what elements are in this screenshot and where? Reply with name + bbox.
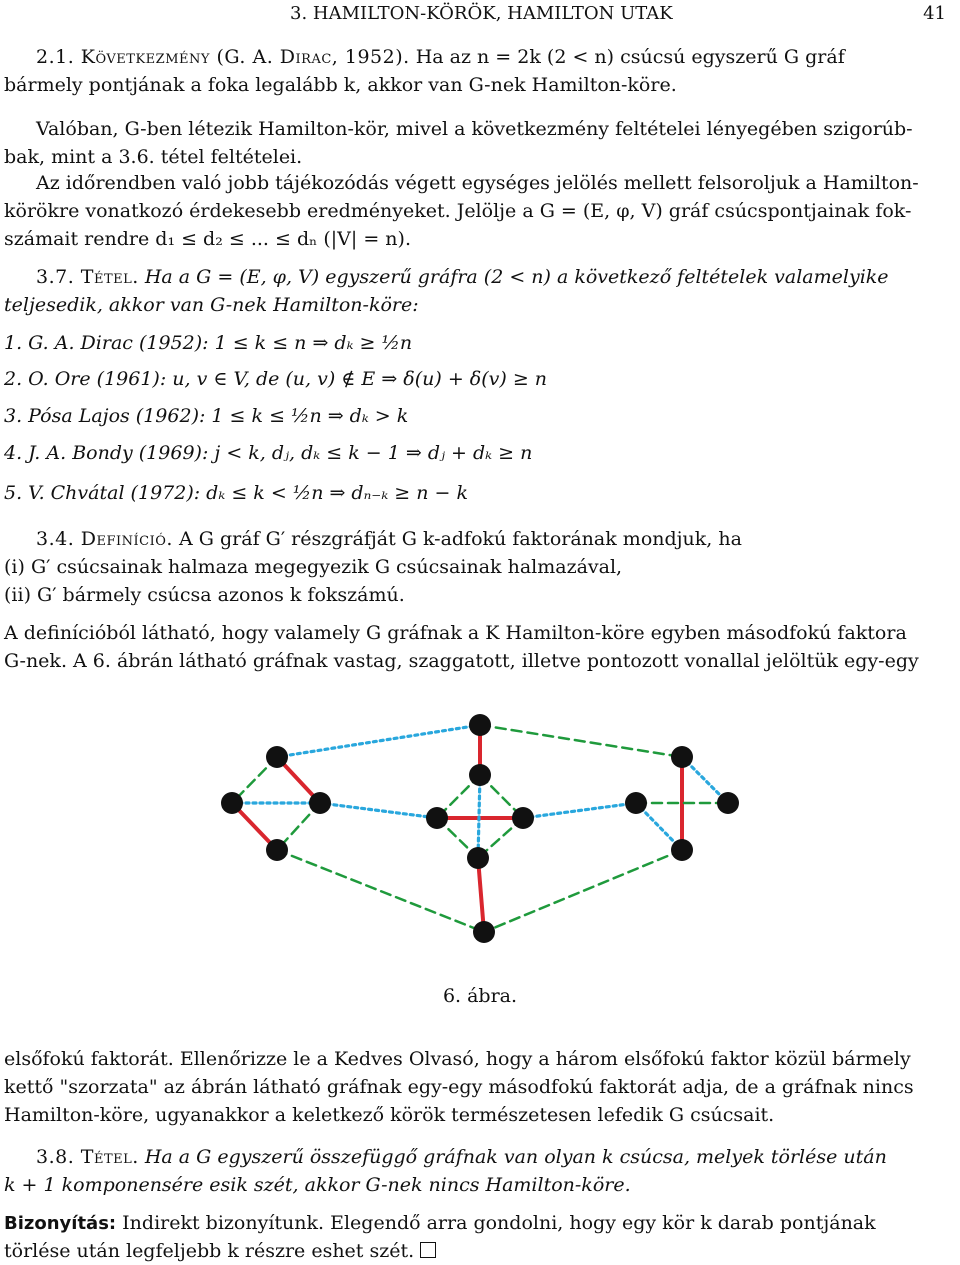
- condition-3: 3. Pósa Lajos (1962): 1 ≤ k ≤ ½n ⇒ dₖ > k: [4, 405, 409, 427]
- after-paragraph-line-3: Hamilton-köre, ugyanakkor a keletkező körök természetesen lefedik G csúcsait.: [4, 1104, 775, 1126]
- definition-34-line-3: (ii) G′ bármely csúcsa azonos k fokszámú.: [4, 584, 405, 606]
- theorem-37-text-1: Ha a G = (E, φ, V) egyszerű gráfra (2 < n) a következő feltételek valamelyike: [144, 266, 889, 288]
- vertex-c5: [467, 847, 489, 869]
- edge-solid-c5-c6: [478, 858, 484, 932]
- edge-dotted-c1-l1: [277, 725, 480, 757]
- intro-line-2: bak, mint a 3.6. tétel feltételei.: [4, 146, 303, 168]
- proof-label: Bizonyítás:: [4, 1213, 117, 1234]
- intro-line-4: körökre vonatkozó érdekesebb eredményeket. Jelölje a G = (E, φ, V) gráf csúcspontjainak fok-: [4, 200, 912, 222]
- vertex-r1: [671, 746, 693, 768]
- definition-34-label: 3.4. Definíció.: [36, 528, 173, 550]
- intro-line-5: számait rendre d₁ ≤ d₂ ≤ ... ≤ dₙ (|V| = n).: [4, 228, 411, 250]
- vertex-l4: [266, 839, 288, 861]
- vertex-c1: [469, 714, 491, 736]
- edge-dotted-c4-r2: [523, 803, 636, 818]
- figure-paragraph-line-2: G-nek. A 6. ábrán látható gráfnak vastag, szaggatott, illetve pontozott vonallal jelöltük egy-egy: [4, 650, 919, 672]
- vertex-l1: [266, 746, 288, 768]
- vertex-c6: [473, 921, 495, 943]
- proof-line-1: [4, 1210, 956, 1237]
- vertex-l3: [309, 792, 331, 814]
- figure-caption: 6. ábra.: [442, 985, 518, 1007]
- vertex-c3: [426, 807, 448, 829]
- vertex-l2: [221, 792, 243, 814]
- theorem-38-text-1: Ha a G egyszerű összefüggő gráfnak van olyan k csúcsa, melyek törlése után: [144, 1146, 887, 1168]
- condition-5: 5. V. Chvátal (1972): dₖ ≤ k < ½n ⇒ dₙ₋ₖ ≥ n − k: [4, 482, 469, 504]
- corollary-line-2: bármely pontjának a foka legalább k, akkor van G-nek Hamilton-köre.: [4, 74, 677, 96]
- intro-line-3: Az időrendben való jobb tájékozódás végett egységes jelölés mellett felsoroljuk a Hamilton-: [36, 172, 919, 194]
- corollary-label: 2.1. Következmény (G. A. Dirac, 1952).: [36, 46, 410, 68]
- corollary-text-1: Ha az n = 2k (2 < n) csúcsú egyszerű G gráf: [415, 46, 845, 68]
- definition-34-text-1: A G gráf G′ részgráfját G k-adfokú faktorának mondjuk, ha: [179, 528, 742, 550]
- edge-dashed-r4-c6: [484, 850, 682, 932]
- page-number: 41: [923, 3, 946, 24]
- definition-34-line-2: (i) G′ csúcsainak halmaza megegyezik G csúcsainak halmazával,: [4, 556, 623, 578]
- proof-text-2: törlése után legfeljebb k részre eshet szét.: [4, 1240, 415, 1262]
- edge-dotted-c2-c5: [478, 775, 480, 858]
- edge-dotted-l3-c3: [320, 803, 437, 818]
- vertex-c4: [512, 807, 534, 829]
- proof-text-1: Indirekt bizonyítunk. Elegendő arra gondolni, hogy egy kör k darab pontjának: [122, 1212, 876, 1234]
- theorem-38-line-2: k + 1 komponensére esik szét, akkor G-nek nincs Hamilton-köre.: [4, 1174, 631, 1196]
- vertex-c2: [469, 764, 491, 786]
- theorem-38-line-1: [36, 1144, 956, 1170]
- intro-line-1: Valóban, G-ben létezik Hamilton-kör, mivel a következmény feltételei lényegében szigorúb-: [36, 118, 913, 140]
- after-paragraph-line-2: kettő "szorzata" az ábrán látható gráfnak egy-egy másodfokú faktorát adja, de a gráfnak nincs: [4, 1076, 914, 1098]
- running-title: 3. HAMILTON-KÖRÖK, HAMILTON UTAK: [290, 3, 673, 24]
- theorem-38-label: 3.8. Tétel.: [36, 1146, 139, 1168]
- theorem-37-label: 3.7. Tétel.: [36, 266, 139, 288]
- condition-4: 4. J. A. Bondy (1969): j < k, dⱼ, dₖ ≤ k − 1 ⇒ dⱼ + dₖ ≥ n: [4, 442, 533, 464]
- edge-dashed-c1-r1: [480, 725, 682, 757]
- after-paragraph-line-1: elsőfokú faktorát. Ellenőrizze le a Kedves Olvasó, hogy a három elsőfokú faktor közül bármely: [4, 1048, 911, 1070]
- vertex-r3: [717, 792, 739, 814]
- vertex-r2: [625, 792, 647, 814]
- proof-line-2: [4, 1238, 956, 1264]
- edge-dashed-l4-c6: [277, 850, 484, 932]
- condition-2: 2. O. Ore (1961): u, v ∈ V, de (u, v) ∉ E ⇒ δ(u) + δ(v) ≥ n: [4, 368, 548, 390]
- qed-box-icon: [420, 1242, 436, 1258]
- figure-paragraph-line-1: A definícióból látható, hogy valamely G gráfnak a K Hamilton-köre egyben másodfokú faktora: [4, 622, 907, 644]
- vertex-r4: [671, 839, 693, 861]
- theorem-37-line-2: teljesedik, akkor van G-nek Hamilton-köre:: [4, 294, 419, 316]
- condition-1: 1. G. A. Dirac (1952): 1 ≤ k ≤ n ⇒ dₖ ≥ ½n: [4, 332, 413, 354]
